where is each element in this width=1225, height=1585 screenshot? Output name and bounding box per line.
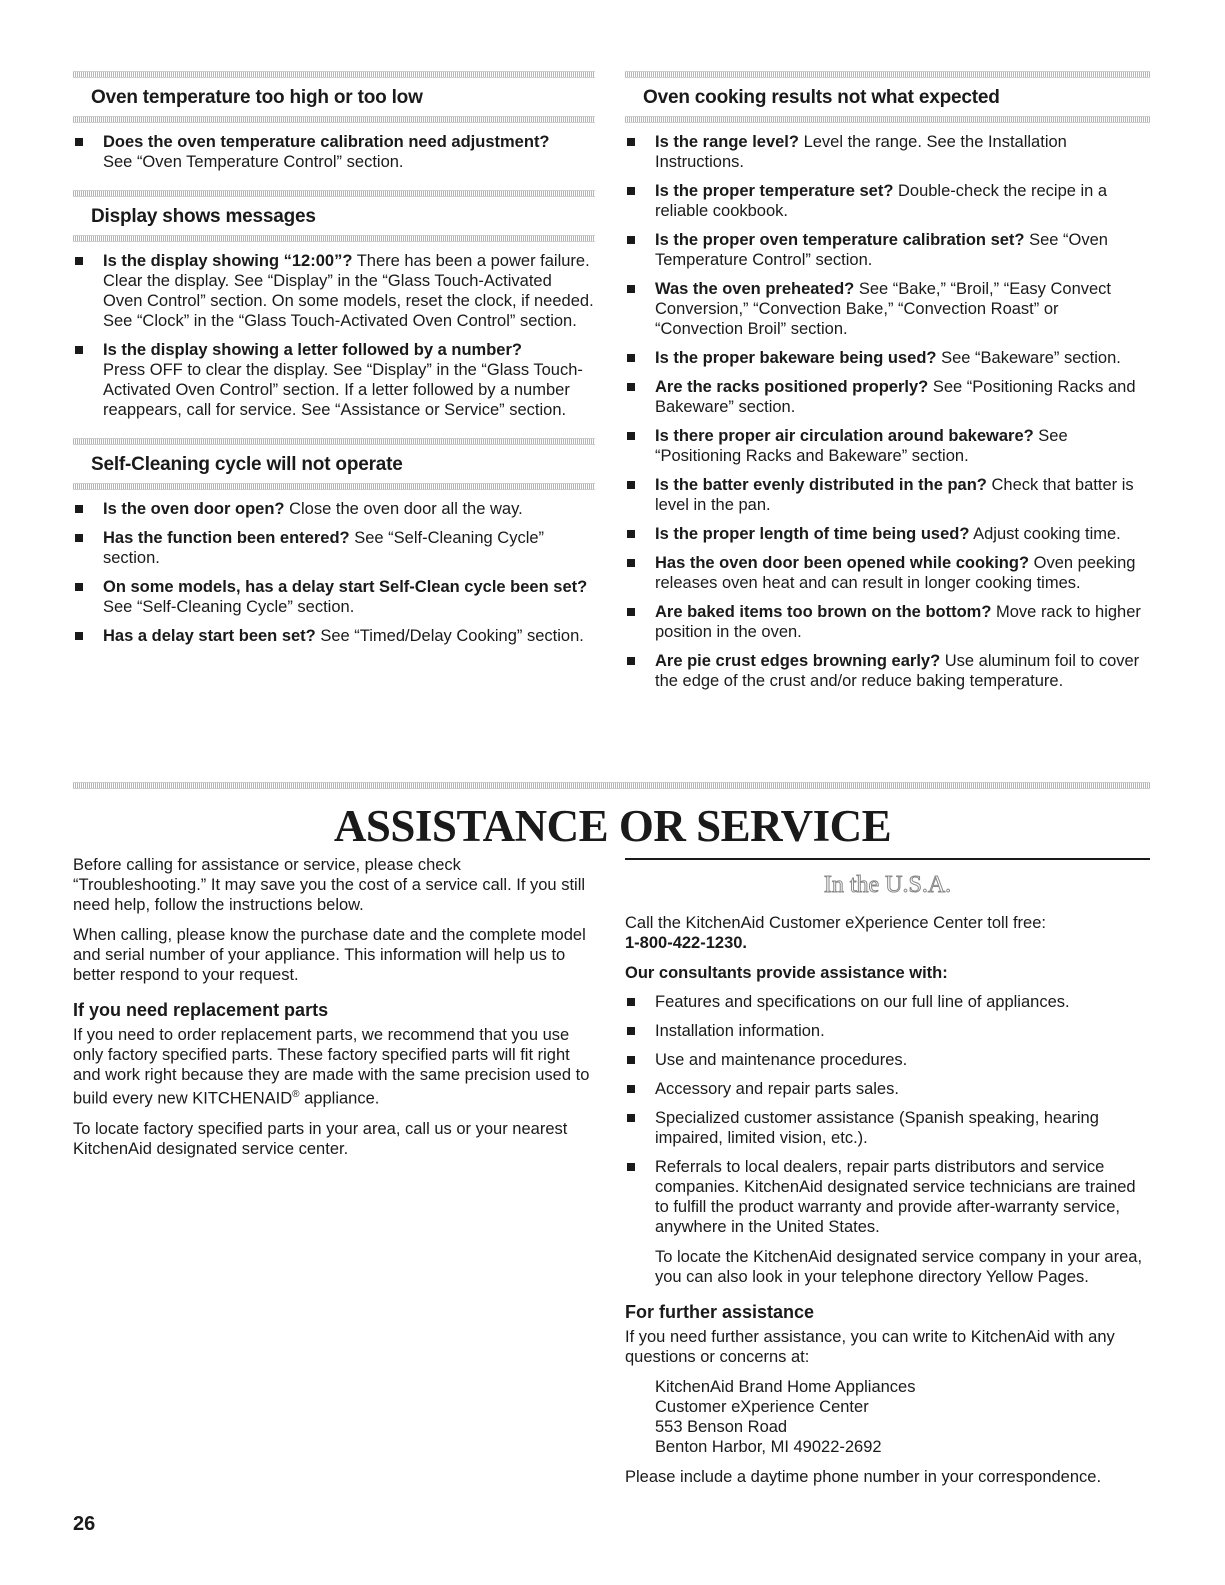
consultants-heading: Our consultants provide assistance with: — [625, 964, 948, 982]
list-item: Are pie crust edges browning early? Use aluminum foil to cover the edge of the crust and/or reduce baking temperature. — [625, 651, 1150, 691]
consultants-list — [625, 992, 1150, 1237]
list-item: Has the oven door been opened while cooking? Oven peeking releases oven heat and can result in longer cooking times. — [625, 553, 1150, 593]
phone-number: 1-800-422-1230. — [625, 934, 748, 952]
list-item: Is the proper oven temperature calibration set? See “Oven Temperature Control” section. — [625, 230, 1150, 270]
section-rule — [73, 190, 595, 197]
bullet-icon — [627, 138, 635, 146]
right-troubleshooting-column — [625, 71, 1150, 691]
results-heading: Oven cooking results not what expected — [643, 87, 1000, 108]
bullet-icon — [75, 534, 83, 542]
bullet-icon — [627, 530, 635, 538]
bullet-icon — [627, 559, 635, 567]
left-troubleshooting-column — [73, 71, 595, 646]
bullet-icon — [75, 583, 83, 591]
bullet-icon — [75, 505, 83, 513]
section-rule — [73, 483, 595, 490]
display-heading: Display shows messages — [91, 206, 316, 227]
bullet-icon — [627, 1163, 635, 1171]
bullet-icon — [75, 346, 83, 354]
bullet-icon — [627, 1027, 635, 1035]
list-item: Features and specifications on our full line of appliances. — [625, 992, 1150, 1012]
list-item: Is the range level? Level the range. See the Installation Instructions. — [625, 132, 1150, 172]
section-rule — [73, 116, 595, 123]
list-item: Does the oven temperature calibration need adjustment? See “Oven Temperature Control” section. — [73, 132, 595, 172]
list-item: Use and maintenance procedures. — [625, 1050, 1150, 1070]
section-rule — [73, 235, 595, 242]
list-item: Are the racks positioned properly? See “Positioning Racks and Bakeware” section. — [625, 377, 1150, 417]
temp-heading: Oven temperature too high or too low — [91, 87, 423, 108]
list-item: Accessory and repair parts sales. — [625, 1079, 1150, 1099]
bullet-icon — [627, 608, 635, 616]
parts-paragraph: To locate factory specified parts in your area, call us or your nearest KitchenAid designated service center. — [73, 1119, 568, 1158]
list-item: Is the display showing a letter followed by a number? Press OFF to clear the display. See “Display” in the “Glass Touch-Activated Oven Control” section. If a letter followed by a number reappears, call for service. See “Assistance or Service” section. — [73, 340, 595, 420]
bullet-icon — [627, 383, 635, 391]
list-item: Is the proper bakeware being used? See “Bakeware” section. — [625, 348, 1150, 368]
bullet-icon — [627, 481, 635, 489]
bullet-icon — [627, 354, 635, 362]
list-item: Specialized customer assistance (Spanish speaking, hearing impaired, limited vision, etc.). — [625, 1108, 1150, 1148]
closing-text: Please include a daytime phone number in your correspondence. — [625, 1468, 1102, 1486]
list-item: Are baked items too brown on the bottom? Move rack to higher position in the oven. — [625, 602, 1150, 642]
selfclean-list — [73, 499, 595, 646]
bullet-icon — [75, 138, 83, 146]
divider — [625, 858, 1150, 860]
further-heading: For further assistance — [625, 1302, 815, 1322]
assistance-left-column — [73, 855, 595, 1169]
assistance-right-column — [625, 858, 1150, 1497]
bullet-icon — [627, 1085, 635, 1093]
list-item: Is the proper length of time being used? Adjust cooking time. — [625, 524, 1150, 544]
page-number: 26 — [73, 1513, 96, 1535]
bullet-icon — [627, 285, 635, 293]
list-item: Has the function been entered? See “Self-Cleaning Cycle” section. — [73, 528, 595, 568]
mailing-address: KitchenAid Brand Home Appliances Customer eXperience Center 553 Benson Road Benton Harbor, MI 49022-2692 — [655, 1378, 916, 1456]
assistance-title: ASSISTANCE OR SERVICE — [333, 801, 892, 851]
call-text: Call the KitchenAid Customer eXperience Center toll free: — [625, 914, 1046, 932]
intro-paragraph: Before calling for assistance or service, please check “Troubleshooting.” It may save you the cost of a service call. If you still need help, follow the instructions below. — [73, 856, 586, 914]
list-item: Was the oven preheated? See “Bake,” “Broil,” “Easy Convect Conversion,” “Convection Bake,” “Convection Roast” or “Convection Broil” section. — [625, 279, 1150, 339]
bullet-icon — [75, 257, 83, 265]
parts-heading: If you need replacement parts — [73, 1000, 329, 1020]
section-rule — [73, 438, 595, 445]
section-rule — [73, 782, 1150, 789]
bullet-icon — [627, 1056, 635, 1064]
bullet-icon — [627, 432, 635, 440]
intro-paragraph: When calling, please know the purchase date and the complete model and serial number of your appliance. This information will help us to better respond to your request. — [73, 926, 586, 984]
results-list — [625, 132, 1150, 691]
list-item: On some models, has a delay start Self-Clean cycle been set? See “Self-Cleaning Cycle” section. — [73, 577, 595, 617]
bullet-icon — [627, 236, 635, 244]
section-rule — [625, 71, 1150, 78]
locate-text: To locate the KitchenAid designated service company in your area, you can also look in your telephone directory Yellow Pages. — [655, 1248, 1143, 1286]
display-list — [73, 251, 595, 420]
further-text: If you need further assistance, you can write to KitchenAid with any questions or concerns at: — [625, 1328, 1115, 1366]
usa-title: In the U.S.A. — [823, 872, 952, 898]
list-item: Has a delay start been set? See “Timed/Delay Cooking” section. — [73, 626, 595, 646]
list-item: Referrals to local dealers, repair parts distributors and service companies. KitchenAid designated service technicians are trained to fulfill the product warranty and provide after-warranty service, anywhere in the United States. — [625, 1157, 1150, 1237]
bullet-icon — [627, 998, 635, 1006]
bullet-icon — [75, 632, 83, 640]
list-item: Is there proper air circulation around bakeware? See “Positioning Racks and Bakeware” section. — [625, 426, 1150, 466]
section-rule — [73, 71, 595, 78]
list-item: Is the proper temperature set? Double-check the recipe in a reliable cookbook. — [625, 181, 1150, 221]
bullet-icon — [627, 1114, 635, 1122]
temp-list — [73, 132, 595, 172]
list-item: Installation information. — [625, 1021, 1150, 1041]
parts-paragraph: If you need to order replacement parts, we recommend that you use only factory specified parts. These factory specified parts will fit right and work right because they are made with the same precision used to build every new KITCHENAID® appliance. — [73, 1026, 590, 1108]
bullet-icon — [627, 657, 635, 665]
list-item: Is the display showing “12:00”? There has been a power failure. Clear the display. See “Display” in the “Glass Touch-Activated Oven Control” section. On some models, reset the clock, if needed. See “Clock” in the “Glass Touch-Activated Oven Control” section. — [73, 251, 595, 331]
list-item: Is the batter evenly distributed in the pan? Check that batter is level in the pan. — [625, 475, 1150, 515]
bullet-icon — [627, 187, 635, 195]
selfclean-heading: Self-Cleaning cycle will not operate — [91, 454, 403, 475]
list-item: Is the oven door open? Close the oven door all the way. — [73, 499, 595, 519]
section-rule — [625, 116, 1150, 123]
